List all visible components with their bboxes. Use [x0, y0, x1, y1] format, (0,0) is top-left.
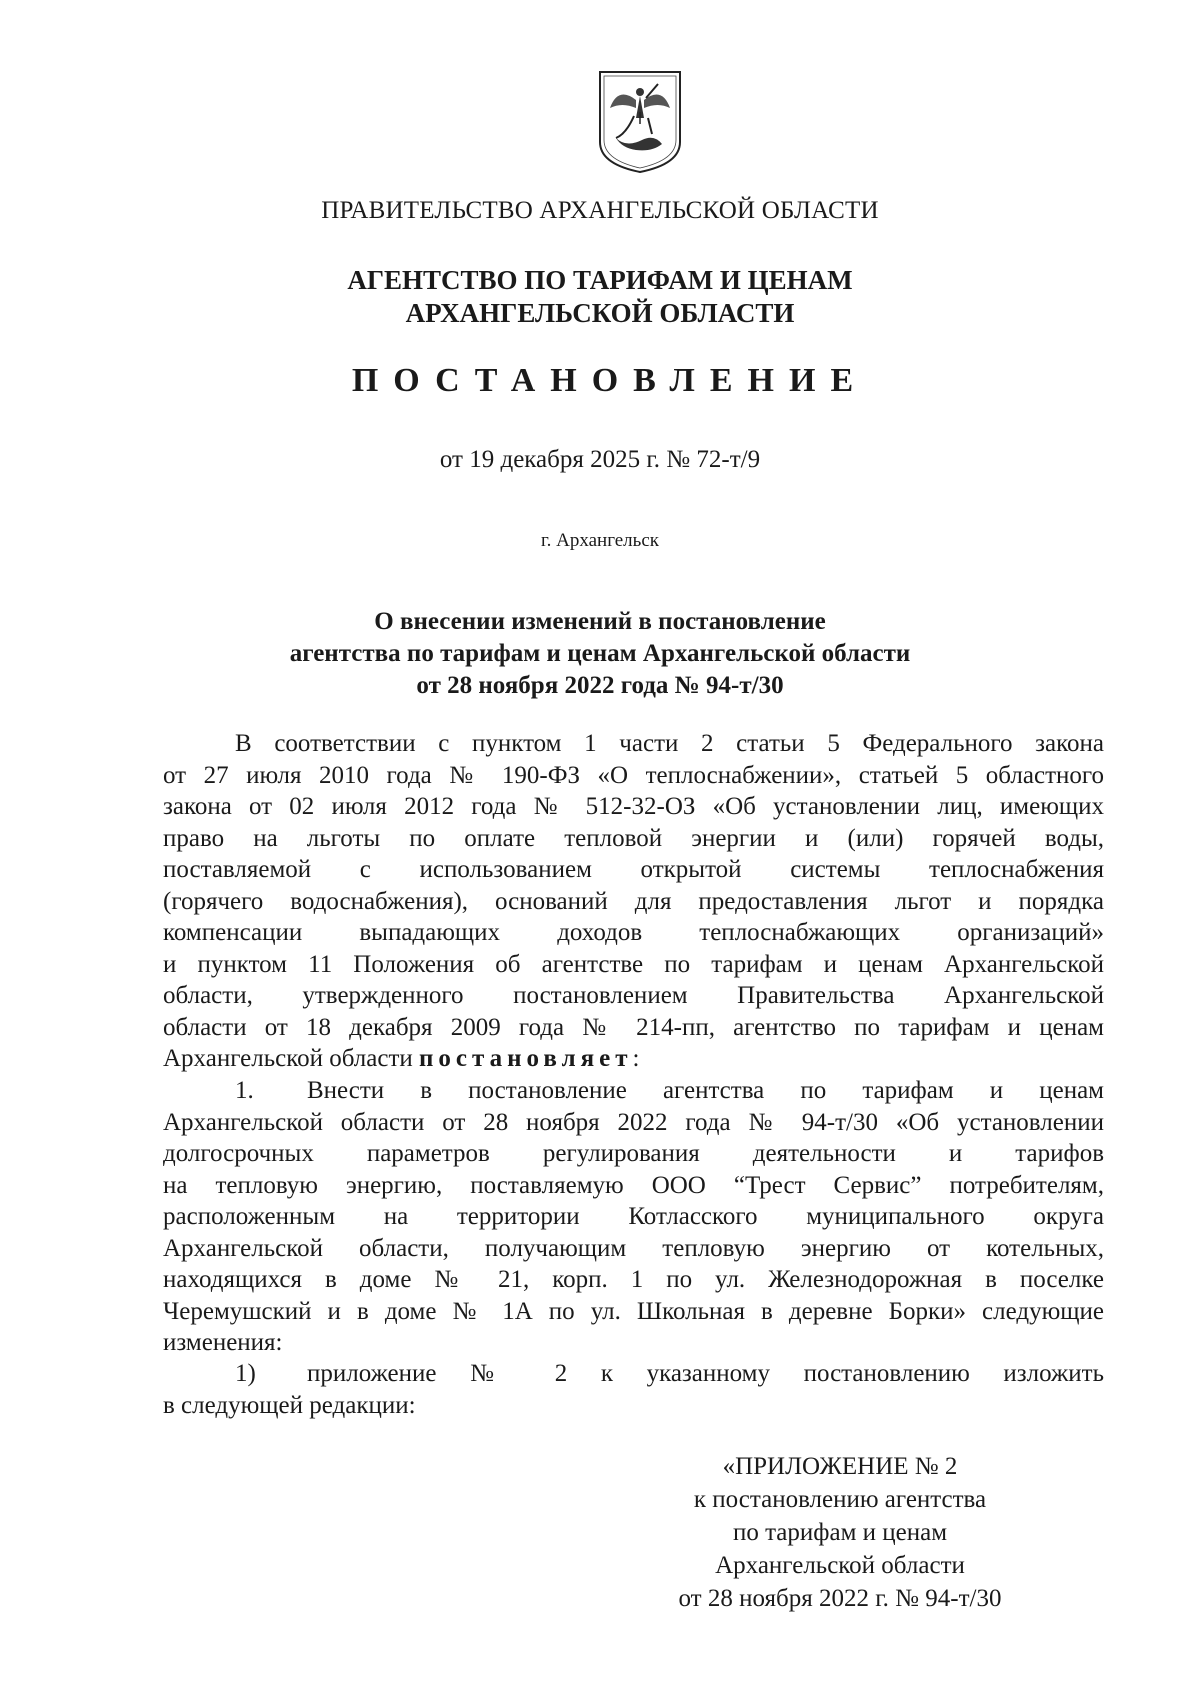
preamble-line: области, утвержденного постановлением Правительства Архангельской	[163, 982, 1104, 1009]
appendix-line: Архангельской области	[715, 1552, 965, 1579]
subitem-1-line: в следующей редакции:	[163, 1391, 416, 1419]
preamble-paragraph	[163, 728, 1104, 1075]
document-type-title: ПОСТАНОВЛЕНИЕ	[351, 362, 869, 399]
item-1-line: Архангельской области от 28 ноября 2022 года № 94-т/30 «Об установлении	[163, 1108, 1104, 1136]
agency-title-line2: АРХАНГЕЛЬСКОЙ ОБЛАСТИ	[405, 298, 795, 328]
subitem-1-line: приложение № 2 к указанному постановлению изложить	[307, 1360, 1104, 1387]
item-1-number: 1.	[235, 1077, 254, 1104]
item-1-line: долгосрочных параметров регулирования деятельности и тарифов	[163, 1140, 1104, 1167]
preamble-line: право на льготы по оплате тепловой энергии и (или) горячей воды,	[163, 824, 1104, 852]
item-1-line: Архангельской области, получающим тепловую энергию от котельных,	[163, 1234, 1104, 1262]
preamble-line: (горячего водоснабжения), оснований для предоставления льгот и порядка	[163, 887, 1104, 915]
subitem-1-first-line	[163, 1358, 1104, 1390]
appendix-header	[640, 1450, 1040, 1615]
preamble-line: поставляемой с использованием открытой системы теплоснабжения	[163, 856, 1104, 883]
item-1-line: расположенным на территории Котласского муниципального округа	[163, 1203, 1104, 1230]
arkhangelsk-coat-of-arms-icon	[596, 68, 684, 176]
item-1-line: Черемушский и в доме № 1А по ул. Школьная в деревне Борки» следующие	[163, 1297, 1104, 1325]
subject-line1: О внесении изменений в постановление	[374, 608, 826, 635]
preamble-line: области от 18 декабря 2009 года № 214-пп, агентство по тарифам и ценам	[163, 1013, 1104, 1041]
document-date-number: от 19 декабря 2025 г. № 72-т/9	[439, 446, 761, 473]
subject-line3: от 28 ноября 2022 года № 94-т/30	[416, 672, 784, 699]
preamble-line: от 27 июля 2010 года № 190-ФЗ «О теплоснабжении», статьей 5 областного	[163, 761, 1104, 789]
agency-title-line1: АГЕНТСТВО ПО ТАРИФАМ И ЦЕНАМ	[347, 265, 853, 295]
appendix-title: «ПРИЛОЖЕНИЕ № 2	[722, 1453, 958, 1480]
subject-line2: агентства по тарифам и ценам Архангельской области	[289, 640, 911, 667]
item-1-line: изменения:	[163, 1329, 283, 1356]
item-1-line: Внести в постановление агентства по тарифам и ценам	[307, 1077, 1104, 1104]
appendix-line: к постановлению агентства	[693, 1486, 987, 1513]
item-1-first-line	[163, 1075, 1104, 1107]
document-city: г. Архангельск	[540, 530, 659, 551]
preamble-line: компенсации выпадающих доходов теплоснабжающих организаций»	[163, 919, 1104, 946]
resolves-colon: :	[632, 1045, 640, 1072]
preamble-last-line	[163, 1043, 1104, 1075]
preamble-line: закона от 02 июля 2012 года № 512-32-ОЗ «Об установлении лиц, имеющих	[163, 793, 1104, 820]
appendix-line: от 28 ноября 2022 г. № 94-т/30	[678, 1585, 1002, 1612]
item-1-paragraph	[163, 1075, 1104, 1359]
item-1-line: на тепловую энергию, поставляемую ООО “Трест Сервис” потребителям,	[163, 1171, 1104, 1199]
preamble-line: В соответствии с пунктом 1 части 2 статьи 5 Федерального закона	[235, 730, 1104, 757]
government-title: ПРАВИТЕЛЬСТВО АРХАНГЕЛЬСКОЙ ОБЛАСТИ	[321, 197, 879, 224]
appendix-line: по тарифам и ценам	[732, 1519, 948, 1546]
preamble-last-text: Архангельской области	[163, 1045, 420, 1072]
subitem-1-number: 1)	[235, 1360, 256, 1387]
subitem-1-paragraph	[163, 1358, 1104, 1421]
resolves-word: постановляет	[419, 1045, 633, 1072]
preamble-line: и пунктом 11 Положения об агентстве по тарифам и ценам Архангельской	[163, 950, 1104, 978]
item-1-line: находящихся в доме № 21, корп. 1 по ул. Железнодорожная в поселке	[163, 1266, 1104, 1293]
